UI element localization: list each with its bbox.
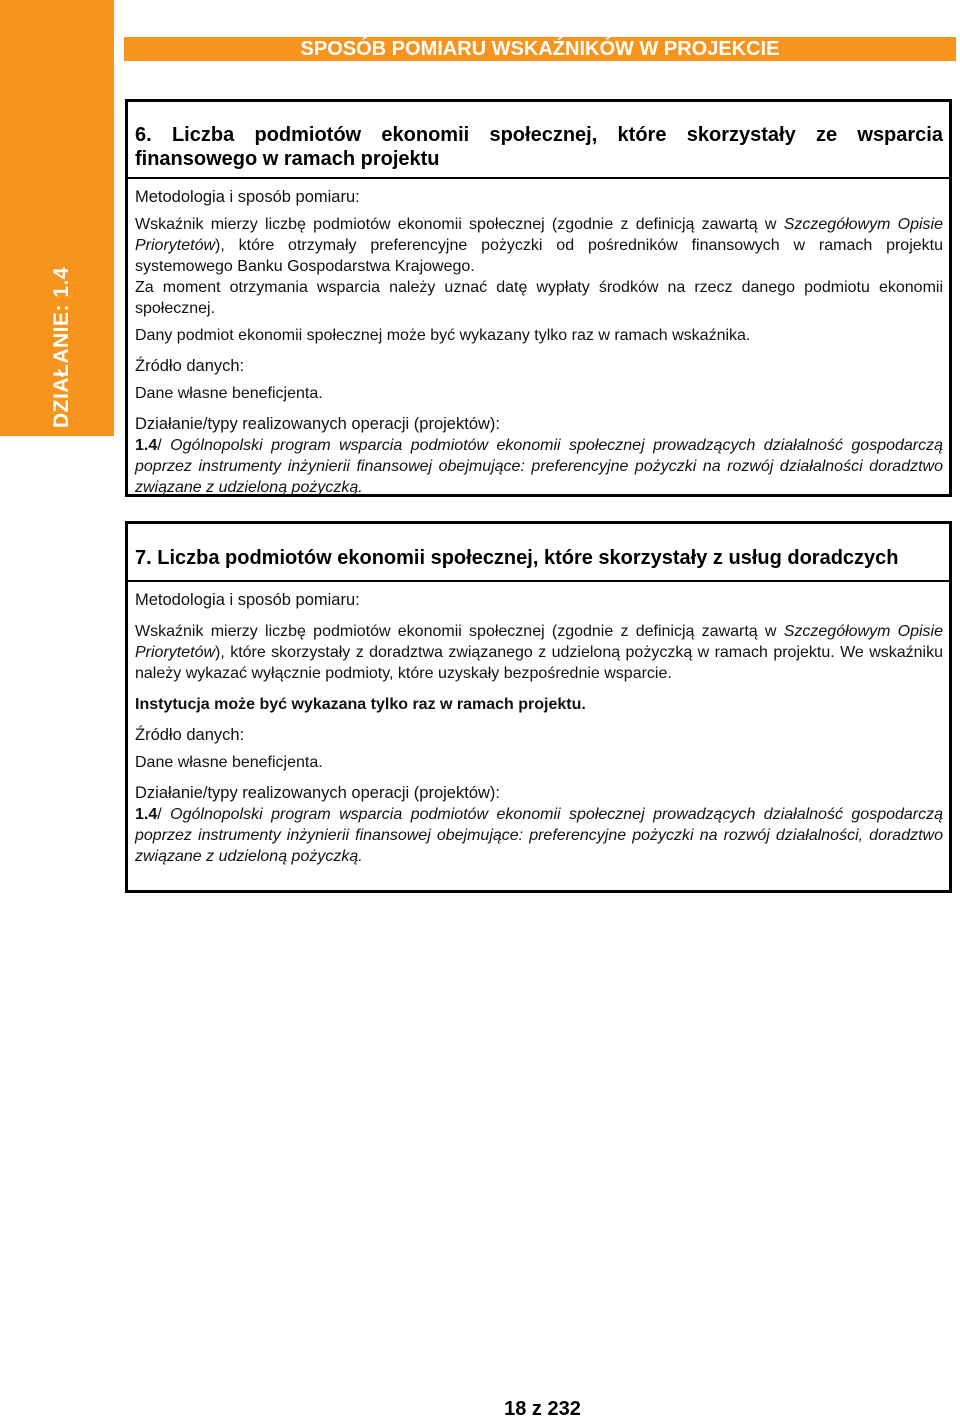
methodology-italic: Szczegółowym Opisie Priorytetów — [135, 623, 944, 661]
actions-text — [135, 804, 943, 867]
indicator-7-title: 7. Liczba podmiotów ekonomii społecznej, które skorzystały z usług doradczych — [128, 524, 949, 582]
indicator-6-title: 6. Liczba podmiotów ekonomii społecznej, które skorzystały ze wsparcia finansowego w ramach projektu — [128, 102, 949, 179]
actions-text — [135, 435, 943, 498]
page-header: SPOSÓB POMIARU WSKAŹNIKÓW W PROJEKCIE — [124, 37, 956, 61]
page-number: 18 z 232 — [504, 1398, 581, 1420]
actions-number: 1.4 — [135, 806, 158, 823]
methodology-label: Metodologia i sposób pomiaru: — [135, 188, 360, 206]
methodology-pre: Wskaźnik mierzy liczbę podmiotów ekonomii społecznej (zgodnie z definicją zawartą w — [135, 623, 784, 640]
actions-number: 1.4 — [135, 437, 158, 454]
indicator-6-box — [125, 99, 952, 497]
indicator-6-body — [128, 179, 949, 498]
moment-text: Za moment otrzymania wsparcia należy uznać datę wypłaty środków na rzecz danego podmiotu ekonomii społecznej. — [135, 279, 943, 317]
actions-slash: / — [157, 437, 171, 454]
actions-label: Działanie/typy realizowanych operacji (projektów): — [135, 415, 500, 433]
indicator-7-body — [128, 582, 949, 867]
source-text: Dane własne beneficjenta. — [135, 754, 323, 771]
methodology-label: Metodologia i sposób pomiaru: — [135, 591, 360, 609]
institution-text: Instytucja może być wykazana tylko raz w ramach projektu. — [135, 696, 586, 713]
once-text: Dany podmiot ekonomii społecznej może być wykazany tylko raz w ramach wskaźnika. — [135, 327, 751, 344]
methodology-pre: Wskaźnik mierzy liczbę podmiotów ekonomii społecznej (zgodnie z definicją zawartą w — [135, 216, 784, 233]
source-label: Źródło danych: — [135, 357, 245, 375]
actions-label: Działanie/typy realizowanych operacji (projektów): — [135, 784, 500, 802]
methodology-text — [135, 621, 943, 684]
side-tab — [0, 0, 114, 436]
methodology-italic: Szczegółowym Opisie Priorytetów — [135, 216, 944, 254]
source-text: Dane własne beneficjenta. — [135, 385, 323, 402]
actions-slash: / — [157, 806, 171, 823]
actions-description: Ogólnopolski program wsparcia podmiotów ekonomii społecznej prowadzących działalność gospodarczą poprzez instrumenty inżynierii finansowej obejmujące: preferencyjne pożyczki na rozwój działalności doradztwo związane z udzieloną pożyczką. — [135, 437, 944, 496]
side-tab-label: DZIAŁANIE: 1.4 — [50, 266, 73, 428]
methodology-post: ), które otrzymały preferencyjne pożyczki od pośredników finansowych w ramach projektu systemowego Banku Gospodarstwa Krajowego. — [135, 237, 943, 275]
source-label: Źródło danych: — [135, 726, 245, 744]
actions-description: Ogólnopolski program wsparcia podmiotów ekonomii społecznej prowadzących działalność gospodarczą poprzez instrumenty inżynierii finansowej obejmujące: preferencyjne pożyczki na rozwój działalności, doradztwo związane z udzieloną pożyczką. — [135, 806, 944, 865]
methodology-post: ), które skorzystały z doradztwa związanego z udzieloną pożyczką w ramach projektu. We wskaźniku należy wykazać wyłącznie podmioty, które uzyskały bezpośrednie wsparcie. — [135, 644, 943, 682]
indicator-7-box — [125, 521, 952, 893]
methodology-text — [135, 214, 943, 277]
